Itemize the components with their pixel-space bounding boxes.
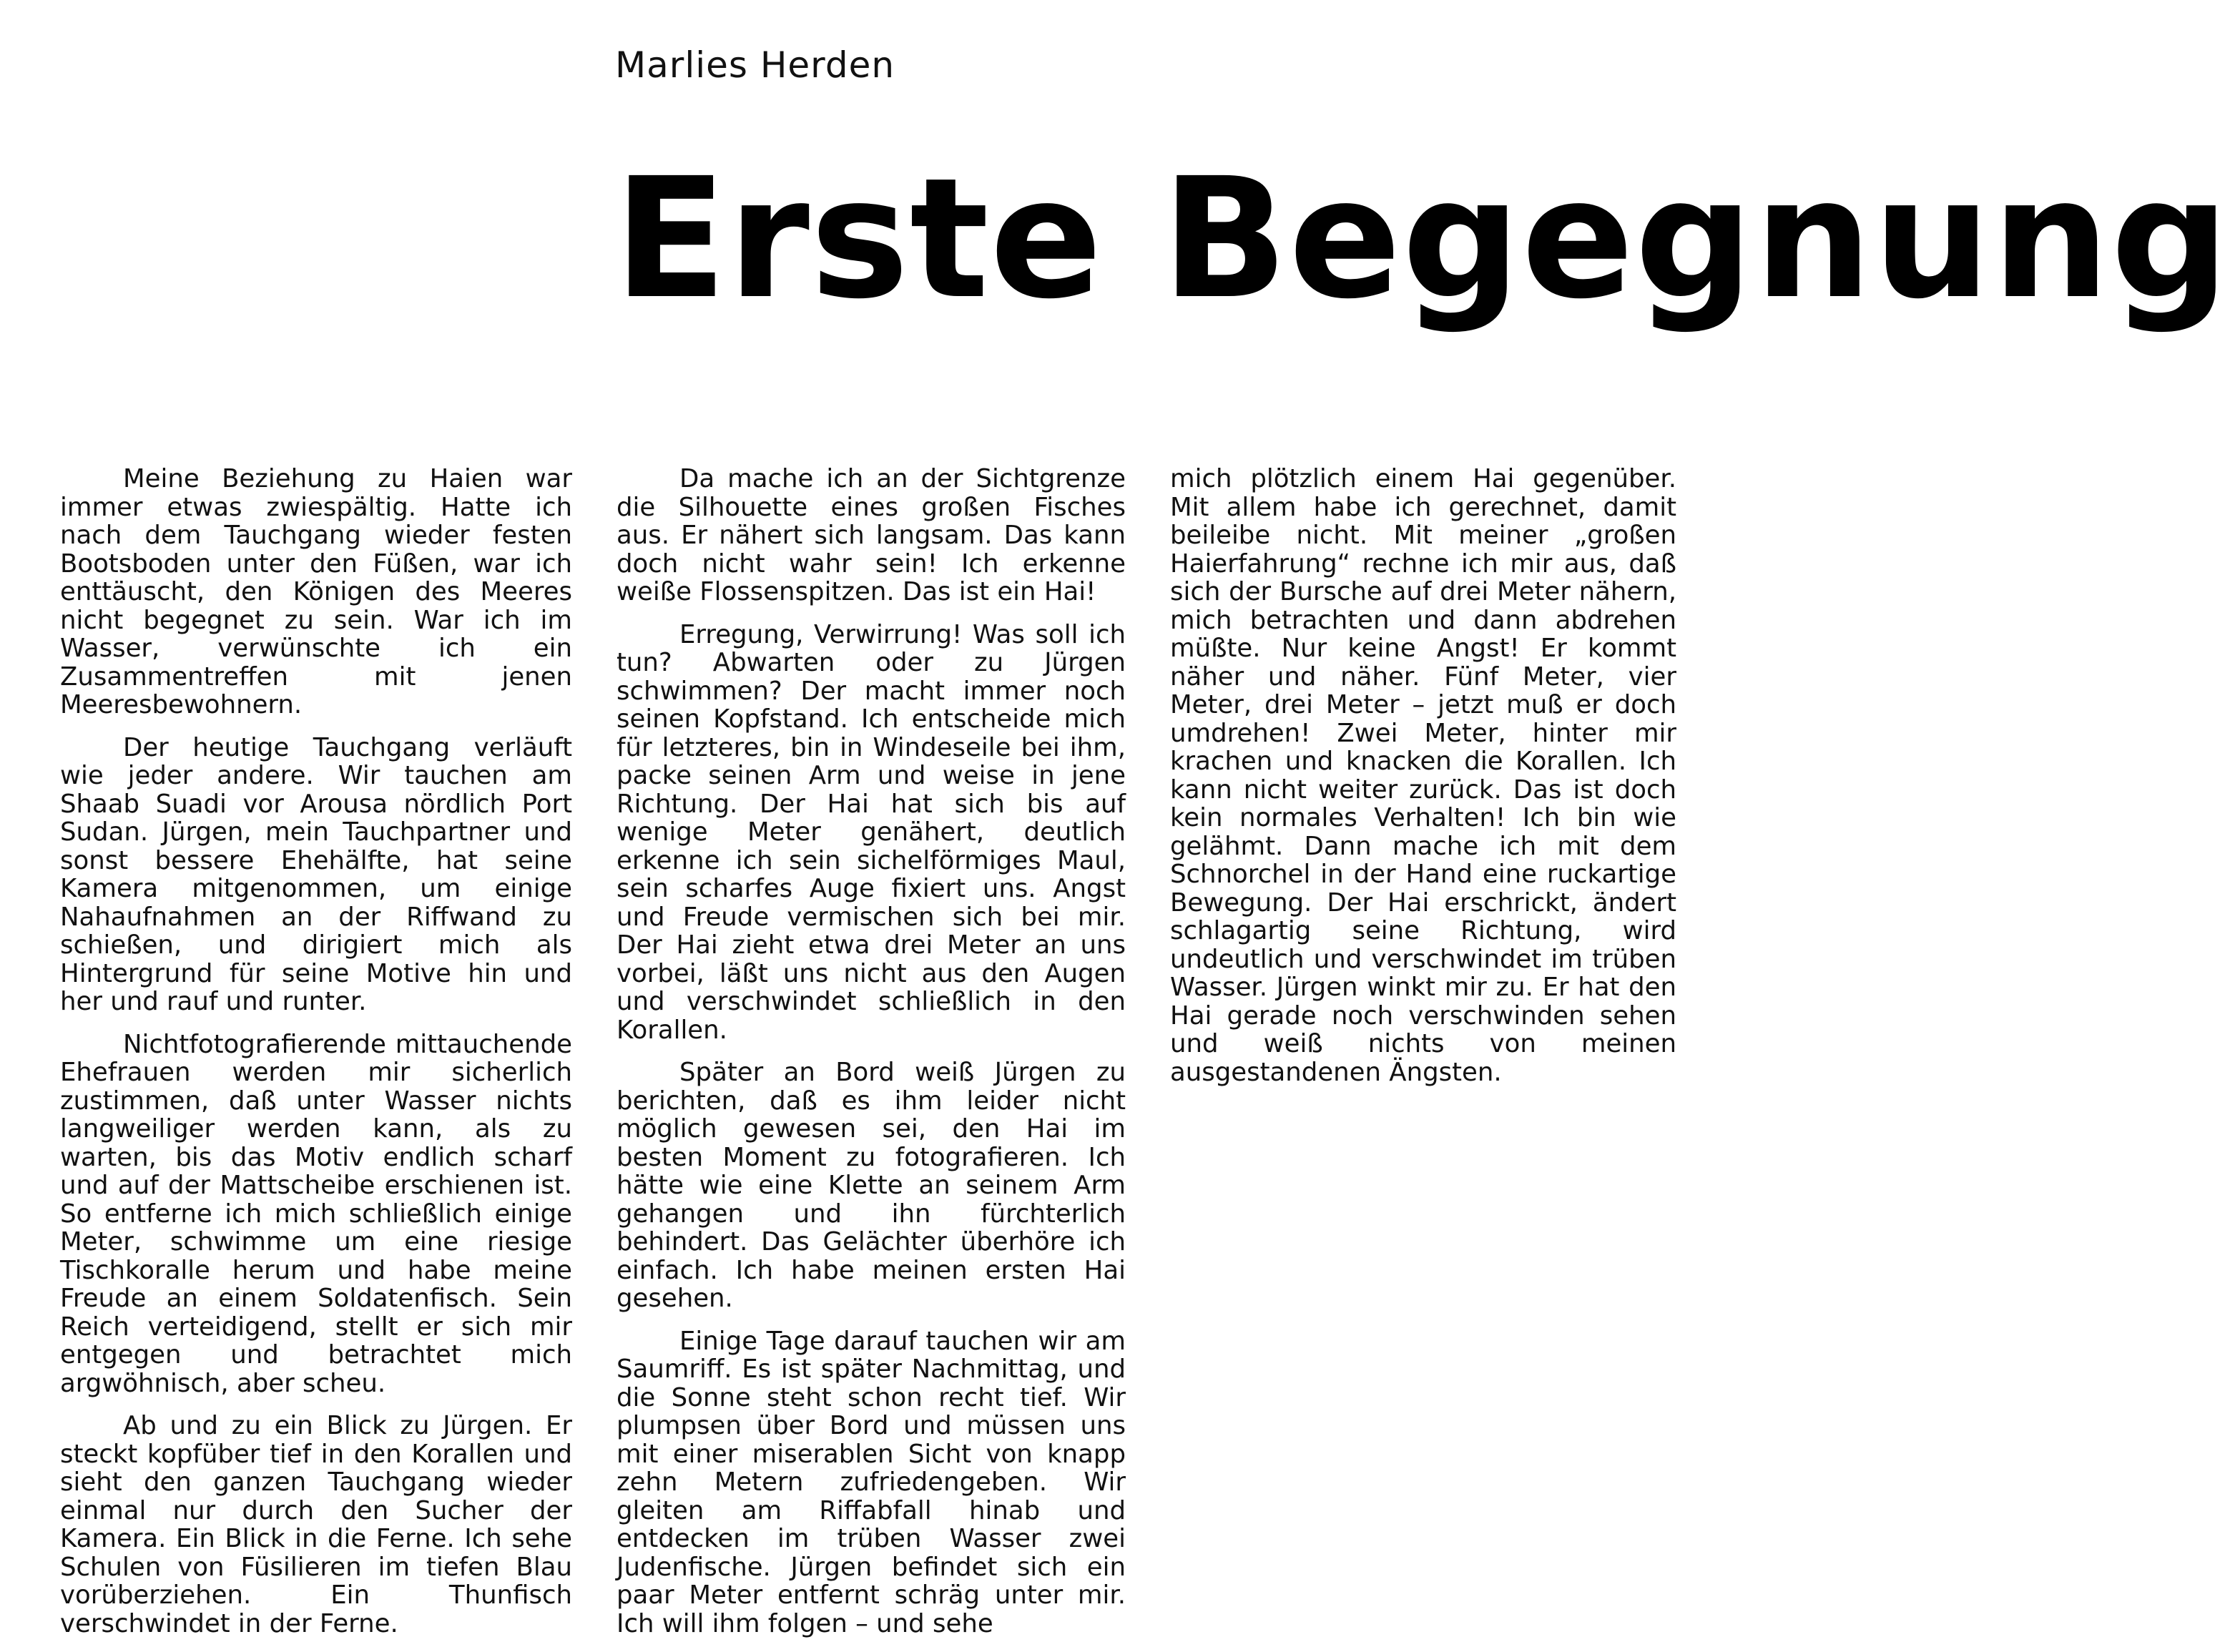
paragraph: Nichtfotografierende mittauchende Ehefrauen werden mir sicherlich zustimmen, daß unter Wasser nichts langweiliger werden kann, als zu warten, bis das Motiv endlich scharf und auf der Mattscheibe erschienen ist. So entferne ich mich schließlich einige Meter, schwimme um eine riesige Tischkoralle herum und habe meine Freude an einem Soldatenfisch. Sein Reich verteidigend, stellt er sich mir entgegen und betrachtet mich argwöhnisch, aber scheu. xyxy=(60,1029,572,1398)
text-column-1 xyxy=(60,465,572,1652)
paragraph: Meine Beziehung zu Haien war immer etwas zwiespältig. Hatte ich nach dem Tauchgang wieder festen Bootsboden unter den Füßen, war ich enttäuscht, den Königen des Meeres nicht begegnet zu sein. War ich im Wasser, verwünschte ich ein Zusammentreffen mit jenen Meeresbewohnern. xyxy=(60,464,572,719)
paragraph: Der heutige Tauchgang verläuft wie jeder andere. Wir tauchen am Shaab Suadi vor Arousa nördlich Port Sudan. Jürgen, mein Tauchpartner und sonst bessere Ehehälfte, hat seine Kamera mitgenommen, um einige Nahaufnahmen an der Riffwand zu schießen, und dirigiert mich als Hintergrund für seine Motive hin und her und rauf und runter. xyxy=(60,732,572,1016)
paragraph: Später an Bord weiß Jürgen zu berichten, daß es ihm leider nicht möglich gewesen sei, den Hai im besten Moment zu fotografieren. Ich hätte wie eine Klette an seinem Arm gehangen und ihn fürchterlich behindert. Das Gelächter überhöre ich einfach. Ich habe meinen ersten Hai gesehen. xyxy=(617,1058,1126,1313)
article-title: Erste Begegnung xyxy=(614,142,2230,335)
paragraph: Einige Tage darauf tauchen wir am Saumriff. Es ist später Nachmittag, und die Sonne steht schon recht tief. Wir plumpsen über Bord und müssen uns mit einer miserablen Sicht von knapp zehn Metern zufriedengeben. Wir gleiten am Riffabfall hinab und entdecken im trüben Wasser zwei Judenfische. Jürgen befindet sich ein paar Meter entfernt schräg unter mir. Ich will ihm folgen – und sehe xyxy=(617,1326,1126,1638)
text-column-3 xyxy=(1170,465,1676,1101)
paragraph: mich plötzlich einem Hai gegenüber. Mit allem habe ich gerechnet, damit beileibe nicht. Mit meiner „großen Haierfahrung“ rechne ich mir aus, daß sich der Bursche auf drei Meter nähern, mich betrachten und dann abdrehen müßte. Nur keine Angst! Er kommt näher und näher. Fünf Meter, vier Meter, drei Meter – jetzt muß er doch umdrehen! Zwei Meter, hinter mir krachen und knacken die Korallen. Ich kann nicht weiter zurück. Das ist doch kein normales Verhalten! Ich bin wie gelähmt. Dann mache ich mit dem Schnorchel in der Hand eine ruckartige Bewegung. Der Hai erschrickt, ändert schlagartig seine Richtung, wird undeutlich und verschwindet im trüben Wasser. Jürgen winkt mir zu. Er hat den Hai gerade noch verschwinden sehen und weiß nichts von meinen ausgestandenen Ängsten. xyxy=(1170,464,1676,1087)
author-name: Marlies Herden xyxy=(615,44,895,86)
paragraph: Erregung, Verwirrung! Was soll ich tun? Abwarten oder zu Jürgen schwimmen? Der macht immer noch seinen Kopfstand. Ich entscheide mich für letzteres, bin in Windeseile bei ihm, packe seinen Arm und weise in jene Richtung. Der Hai hat sich bis auf wenige Meter genähert, deutlich erkenne ich sein sichelförmiges Maul, sein scharfes Auge fixiert uns. Angst und Freude vermischen sich bei mir. Der Hai zieht etwa drei Meter an uns vorbei, läßt uns nicht aus den Augen und verschwindet schließlich in den Korallen. xyxy=(617,619,1126,1045)
text-column-2 xyxy=(617,465,1126,1652)
paragraph: Ab und zu ein Blick zu Jürgen. Er steckt kopfüber tief in den Korallen und sieht den ganzen Tauchgang wieder einmal nur durch den Sucher der Kamera. Ein Blick in die Ferne. Ich sehe Schulen von Füsilieren im tiefen Blau vorüberziehen. Ein Thunfisch verschwindet in der Ferne. xyxy=(60,1411,572,1638)
paragraph: Da mache ich an der Sichtgrenze die Silhouette eines großen Fisches aus. Er nähert sich langsam. Das kann doch nicht wahr sein! Ich erkenne weiße Flossenspitzen. Das ist ein Hai! xyxy=(617,464,1126,606)
